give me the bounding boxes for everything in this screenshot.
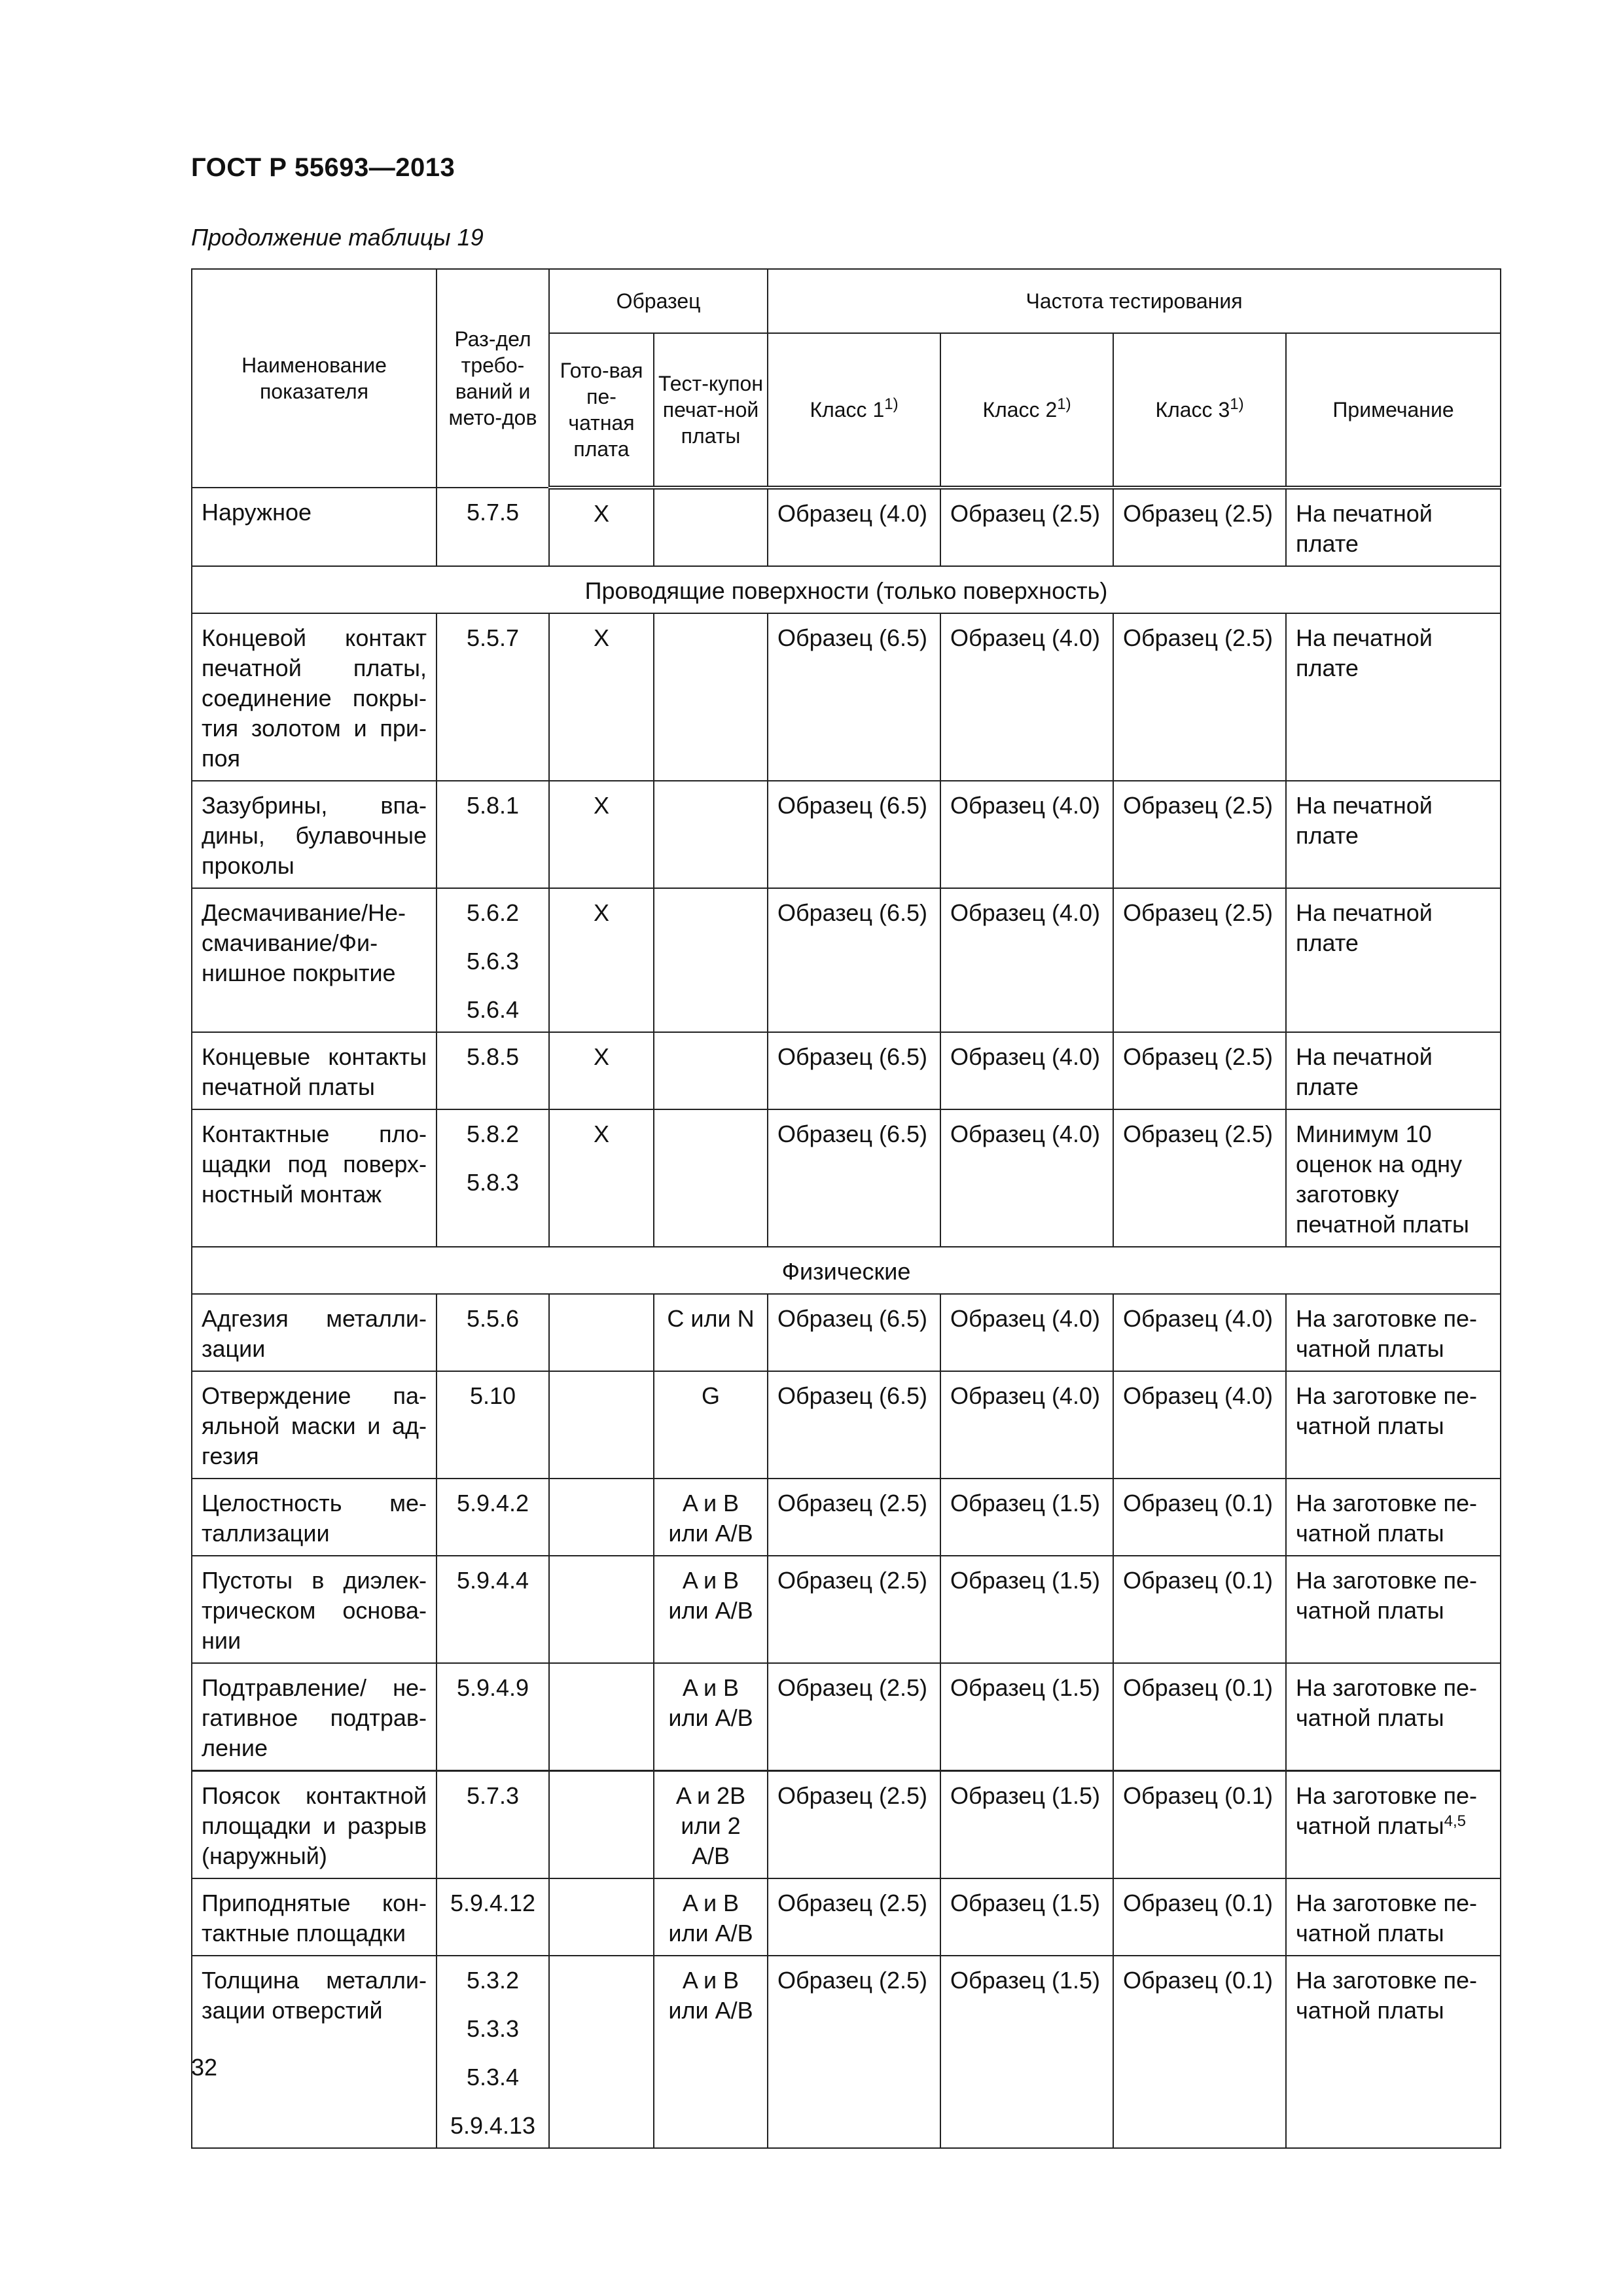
row-class1: Образец (2.5) (768, 1956, 940, 2148)
table-row (192, 781, 1501, 888)
row-section: 5.6.2 5.6.3 5.6.4 (437, 888, 549, 1032)
row-note: Минимум 10 оценок на одну заготовку печатной платы (1286, 1109, 1501, 1247)
table-row (192, 613, 1501, 781)
row-section: 5.7.3 (437, 1771, 549, 1879)
row-board (549, 1479, 654, 1556)
row-name: Наружное (192, 488, 437, 566)
row-note: На печатной плате (1286, 781, 1501, 888)
row-coupon: A и B или A/B (654, 1956, 768, 2148)
row-coupon (654, 781, 768, 888)
header-class3: Класс 3$^{1)}$ (1113, 333, 1286, 488)
row-class2: Образец (4.0) (940, 781, 1113, 888)
row-board: X (549, 613, 654, 781)
row-class2: Образец (2.5) (940, 488, 1113, 566)
header-name: Наименование показателя (192, 269, 437, 488)
row-class1: Образец (6.5) (768, 888, 940, 1032)
header-note: Примечание (1286, 333, 1501, 488)
header-sample-board: Гото-вая пе-чатная плата (549, 333, 654, 488)
table-caption: Продолжение таблицы 19 (191, 224, 484, 251)
row-name: Подтравление/ не-гативное подтрав-ление (192, 1663, 437, 1771)
row-board: X (549, 1109, 654, 1247)
row-class2: Образец (4.0) (940, 888, 1113, 1032)
row-board: X (549, 781, 654, 888)
footnote-mark: 1) (1230, 395, 1244, 413)
row-class2: Образец (1.5) (940, 1878, 1113, 1956)
row-note: На заготовке пе-чатной платы$^{4,5}$ (1286, 1771, 1501, 1879)
row-class2: Образец (1.5) (940, 1479, 1113, 1556)
row-name: Отверждение па-яльной маски и ад-гезия (192, 1371, 437, 1479)
row-section: 5.8.1 (437, 781, 549, 888)
row-class1: Образец (2.5) (768, 1479, 940, 1556)
row-name: Концевой контакт печатной платы, соединение покры-тия золотом и при-поя (192, 613, 437, 781)
row-name: Толщина металли-зации отверстий (192, 1956, 437, 2148)
row-class2: Образец (4.0) (940, 613, 1113, 781)
row-class2: Образец (4.0) (940, 1371, 1113, 1479)
row-board (549, 1556, 654, 1663)
row-coupon: A и B или A/B (654, 1556, 768, 1663)
row-coupon (654, 888, 768, 1032)
row-class3: Образец (0.1) (1113, 1878, 1286, 1956)
row-class3: Образец (2.5) (1113, 613, 1286, 781)
row-class2: Образец (1.5) (940, 1771, 1113, 1879)
header-section: Раз-дел требо-ваний и мето-дов (437, 269, 549, 488)
group-row (192, 1247, 1501, 1294)
table-row (192, 1371, 1501, 1479)
row-note: На заготовке пе-чатной платы (1286, 1956, 1501, 2148)
group-row (192, 566, 1501, 613)
row-class2: Образец (4.0) (940, 1032, 1113, 1109)
requirements-table (191, 268, 1501, 2149)
header-class2: Класс 2$^{1)}$ (940, 333, 1113, 488)
row-section: 5.9.4.12 (437, 1878, 549, 1956)
row-class1: Образец (6.5) (768, 1032, 940, 1109)
row-class3: Образец (0.1) (1113, 1556, 1286, 1663)
row-class3: Образец (2.5) (1113, 1032, 1286, 1109)
row-class3: Образец (2.5) (1113, 781, 1286, 888)
row-class3: Образец (0.1) (1113, 1956, 1286, 2148)
row-board (549, 1663, 654, 1771)
row-class3: Образец (2.5) (1113, 1109, 1286, 1247)
row-class3: Образец (0.1) (1113, 1771, 1286, 1879)
row-name: Зазубрины, впа-дины, булавочные проколы (192, 781, 437, 888)
row-note: На печатной плате (1286, 613, 1501, 781)
row-note: На печатной плате (1286, 1032, 1501, 1109)
header-class1: Класс 1$^{1)}$ (768, 333, 940, 488)
table-row (192, 1556, 1501, 1663)
row-board: X (549, 1032, 654, 1109)
page-number: 32 (191, 2054, 218, 2081)
table-row (192, 888, 1501, 1032)
row-class1: Образец (2.5) (768, 1771, 940, 1879)
row-coupon: A и B или A/B (654, 1479, 768, 1556)
row-class3: Образец (0.1) (1113, 1663, 1286, 1771)
row-class2: Образец (4.0) (940, 1109, 1113, 1247)
row-name: Приподнятые кон-тактные площадки (192, 1878, 437, 1956)
row-name: Контактные пло-щадки под поверх-ностный монтаж (192, 1109, 437, 1247)
row-coupon (654, 613, 768, 781)
row-section: 5.8.5 (437, 1032, 549, 1109)
row-name: Адгезия металли-зации (192, 1294, 437, 1371)
row-board: X (549, 888, 654, 1032)
table-row (192, 1294, 1501, 1371)
row-coupon: A и 2B или 2 A/B (654, 1771, 768, 1879)
row-note: На заготовке пе-чатной платы (1286, 1479, 1501, 1556)
table-row (192, 1479, 1501, 1556)
table-row (192, 1663, 1501, 1771)
row-class1: Образец (6.5) (768, 1371, 940, 1479)
header-sample-coupon: Тест-купон печат-ной платы (654, 333, 768, 488)
row-note: На заготовке пе-чатной платы (1286, 1294, 1501, 1371)
row-coupon: C или N (654, 1294, 768, 1371)
row-coupon (654, 488, 768, 566)
header-frequency: Частота тестирования (768, 269, 1501, 333)
row-section: 5.5.7 (437, 613, 549, 781)
row-class1: Образец (6.5) (768, 613, 940, 781)
table-row (192, 1878, 1501, 1956)
row-name: Целостность ме-таллизации (192, 1479, 437, 1556)
footnote-mark: 1) (1057, 395, 1071, 413)
row-class1: Образец (6.5) (768, 1109, 940, 1247)
row-coupon (654, 1109, 768, 1247)
row-note: На заготовке пе-чатной платы (1286, 1371, 1501, 1479)
row-board (549, 1771, 654, 1879)
row-section: 5.5.6 (437, 1294, 549, 1371)
row-board (549, 1371, 654, 1479)
row-section: 5.7.5 (437, 488, 549, 566)
table-row (192, 1109, 1501, 1247)
row-class3: Образец (2.5) (1113, 488, 1286, 566)
row-note: На заготовке пе-чатной платы (1286, 1556, 1501, 1663)
row-board: X (549, 488, 654, 566)
document-title: ГОСТ Р 55693—2013 (191, 153, 455, 182)
footnote-mark: 1) (884, 395, 899, 413)
row-note: На печатной плате (1286, 488, 1501, 566)
row-section: 5.9.4.4 (437, 1556, 549, 1663)
row-section: 5.8.2 5.8.3 (437, 1109, 549, 1247)
row-class1: Образец (6.5) (768, 781, 940, 888)
row-class1: Образец (6.5) (768, 1294, 940, 1371)
row-name: Десмачивание/Не-смачивание/Фи-нишное покрытие (192, 888, 437, 1032)
row-section: 5.9.4.9 (437, 1663, 549, 1771)
row-class3: Образец (4.0) (1113, 1294, 1286, 1371)
row-board (549, 1294, 654, 1371)
row-board (549, 1956, 654, 2148)
table-row (192, 1956, 1501, 2148)
row-class1: Образец (2.5) (768, 1556, 940, 1663)
group-label: Физические (192, 1247, 1501, 1294)
row-coupon: G (654, 1371, 768, 1479)
table-row (192, 1771, 1501, 1879)
note-footnote: 4,5 (1444, 1812, 1466, 1830)
row-class2: Образец (4.0) (940, 1294, 1113, 1371)
row-class3: Образец (0.1) (1113, 1479, 1286, 1556)
header-sample: Образец (549, 269, 768, 333)
row-coupon: A и B или A/B (654, 1663, 768, 1771)
row-name: Концевые контакты печатной платы (192, 1032, 437, 1109)
row-name: Пустоты в диэлек-трическом основа-нии (192, 1556, 437, 1663)
row-note: На заготовке пе-чатной платы (1286, 1878, 1501, 1956)
row-name: Поясок контактной площадки и разрыв (наружный) (192, 1771, 437, 1879)
row-class1: Образец (2.5) (768, 1878, 940, 1956)
row-class1: Образец (2.5) (768, 1663, 940, 1771)
row-note: На печатной плате (1286, 888, 1501, 1032)
table-row (192, 488, 1501, 566)
row-board (549, 1878, 654, 1956)
row-class2: Образец (1.5) (940, 1663, 1113, 1771)
row-class3: Образец (4.0) (1113, 1371, 1286, 1479)
row-class3: Образец (2.5) (1113, 888, 1286, 1032)
row-section: 5.3.2 5.3.3 5.3.4 5.9.4.13 (437, 1956, 549, 2148)
table-row (192, 1032, 1501, 1109)
row-section: 5.9.4.2 (437, 1479, 549, 1556)
row-class2: Образец (1.5) (940, 1556, 1113, 1663)
row-class1: Образец (4.0) (768, 488, 940, 566)
row-class2: Образец (1.5) (940, 1956, 1113, 2148)
row-coupon (654, 1032, 768, 1109)
row-note: На заготовке пе-чатной платы (1286, 1663, 1501, 1771)
row-section: 5.10 (437, 1371, 549, 1479)
group-label: Проводящие поверхности (только поверхность) (192, 566, 1501, 613)
row-coupon: A и B или A/B (654, 1878, 768, 1956)
